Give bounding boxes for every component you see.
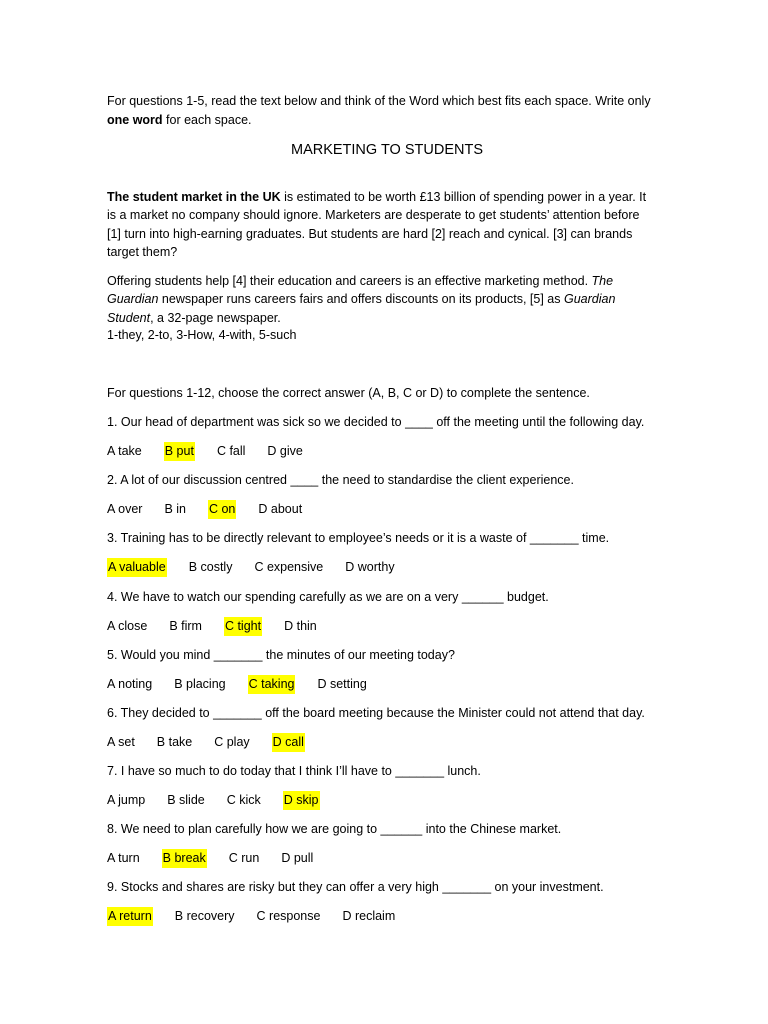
part1-instructions-line2 bbox=[107, 111, 252, 130]
answer-option[interactable]: A close bbox=[107, 619, 148, 633]
answer-option[interactable]: B take bbox=[156, 735, 193, 749]
correct-answer-option[interactable]: A valuable bbox=[107, 558, 167, 577]
paragraph-2-part-a: Offering students help [4] their education and careers is an effective marketing method. bbox=[107, 273, 592, 288]
part2-instructions: For questions 1-12, choose the correct answer (A, B, C or D) to complete the sentence. bbox=[107, 386, 590, 400]
answer-options bbox=[107, 442, 325, 461]
paragraph-2-part-b: newspaper runs careers fairs and offers discounts on its products, [5] as bbox=[158, 292, 564, 306]
answer-option[interactable]: B placing bbox=[174, 677, 226, 691]
answer-options bbox=[107, 849, 335, 868]
question-text: 5. Would you mind _______ the minutes of our meeting today? bbox=[107, 648, 455, 662]
answer-options bbox=[107, 675, 389, 694]
answer-option[interactable]: A set bbox=[107, 735, 135, 749]
correct-answer-option[interactable]: C taking bbox=[248, 675, 296, 694]
answer-options bbox=[107, 907, 417, 926]
correct-answer-option[interactable]: C tight bbox=[224, 617, 262, 636]
part1-instructions-line1: For questions 1-5, read the text below and think of the Word which best fits each space. Write only bbox=[107, 94, 651, 108]
answer-options bbox=[107, 558, 417, 577]
question-text: 8. We need to plan carefully how we are going to ______ into the Chinese market. bbox=[107, 822, 562, 836]
answer-option[interactable]: D worthy bbox=[345, 560, 395, 574]
paragraph-2-part-c: , a 32-page newspaper. bbox=[150, 310, 281, 325]
guardian-title: The Guardian bbox=[107, 273, 614, 306]
correct-answer-option[interactable]: C on bbox=[208, 500, 236, 519]
passage-title: MARKETING TO STUDENTS bbox=[290, 142, 483, 158]
part1-instructions-tail: for each space. bbox=[162, 113, 252, 127]
paragraph-1-body: is estimated to be worth £13 billion of spending power in a year. It is a market no company should ignore. Marketers are desperate to get students’ attention before [1] turn into high-earning graduates. But students are hard [2] reach and cynical. [3] can brands target them? bbox=[107, 189, 647, 259]
answer-option[interactable]: A jump bbox=[107, 793, 146, 807]
answer-options bbox=[107, 791, 342, 810]
answer-option[interactable]: C play bbox=[214, 735, 250, 749]
answer-option[interactable]: B recovery bbox=[174, 909, 235, 923]
guardian-student-title: Guardian Student bbox=[107, 292, 616, 325]
answer-option[interactable]: D give bbox=[267, 444, 303, 458]
answer-option[interactable]: B slide bbox=[167, 793, 205, 807]
question-text: 3. Training has to be directly relevant to employee’s needs or it is a waste of _______ time. bbox=[107, 531, 610, 545]
paragraph-1-lead: The student market in the UK bbox=[107, 189, 281, 204]
correct-answer-option[interactable]: A return bbox=[107, 907, 153, 926]
question-text: 1. Our head of department was sick so we decided to ____ off the meeting until the following day. bbox=[107, 415, 645, 429]
answer-options bbox=[107, 733, 327, 752]
answer-option[interactable]: A noting bbox=[107, 677, 153, 691]
answer-option[interactable]: B costly bbox=[188, 560, 233, 574]
one-word-emphasis: one word bbox=[107, 113, 163, 127]
answer-option[interactable]: D pull bbox=[281, 851, 314, 865]
passage-paragraph-1 bbox=[107, 188, 655, 262]
answer-option[interactable]: A take bbox=[107, 444, 142, 458]
answer-option[interactable]: D setting bbox=[317, 677, 367, 691]
correct-answer-option[interactable]: D skip bbox=[283, 791, 320, 810]
answer-option[interactable]: C fall bbox=[216, 444, 246, 458]
question-text: 7. I have so much to do today that I think I’ll have to _______ lunch. bbox=[107, 764, 481, 778]
correct-answer-option[interactable]: B break bbox=[162, 849, 207, 868]
part1-answer-key: 1-they, 2-to, 3-How, 4-with, 5-such bbox=[107, 328, 297, 342]
question-text: 9. Stocks and shares are risky but they can offer a very high _______ on your investment. bbox=[107, 880, 604, 894]
question-text: 4. We have to watch our spending carefully as we are on a very ______ budget. bbox=[107, 590, 549, 604]
answer-options bbox=[107, 500, 324, 519]
answer-option[interactable]: C kick bbox=[226, 793, 261, 807]
answer-option[interactable]: B in bbox=[164, 502, 186, 516]
answer-option[interactable]: C response bbox=[256, 909, 321, 923]
passage-paragraph-2 bbox=[107, 272, 655, 328]
answer-option[interactable]: C expensive bbox=[254, 560, 324, 574]
answer-options bbox=[107, 617, 339, 636]
answer-option[interactable]: C run bbox=[228, 851, 260, 865]
question-text: 6. They decided to _______ off the board meeting because the Minister could not attend that day. bbox=[107, 706, 645, 720]
question-text: 2. A lot of our discussion centred ____ the need to standardise the client experience. bbox=[107, 473, 574, 487]
correct-answer-option[interactable]: B put bbox=[164, 442, 195, 461]
answer-option[interactable]: D thin bbox=[284, 619, 317, 633]
answer-option[interactable]: A over bbox=[107, 502, 143, 516]
answer-option[interactable]: D reclaim bbox=[342, 909, 396, 923]
answer-option[interactable]: B firm bbox=[169, 619, 202, 633]
correct-answer-option[interactable]: D call bbox=[272, 733, 305, 752]
answer-option[interactable]: A turn bbox=[107, 851, 140, 865]
answer-option[interactable]: D about bbox=[258, 502, 303, 516]
